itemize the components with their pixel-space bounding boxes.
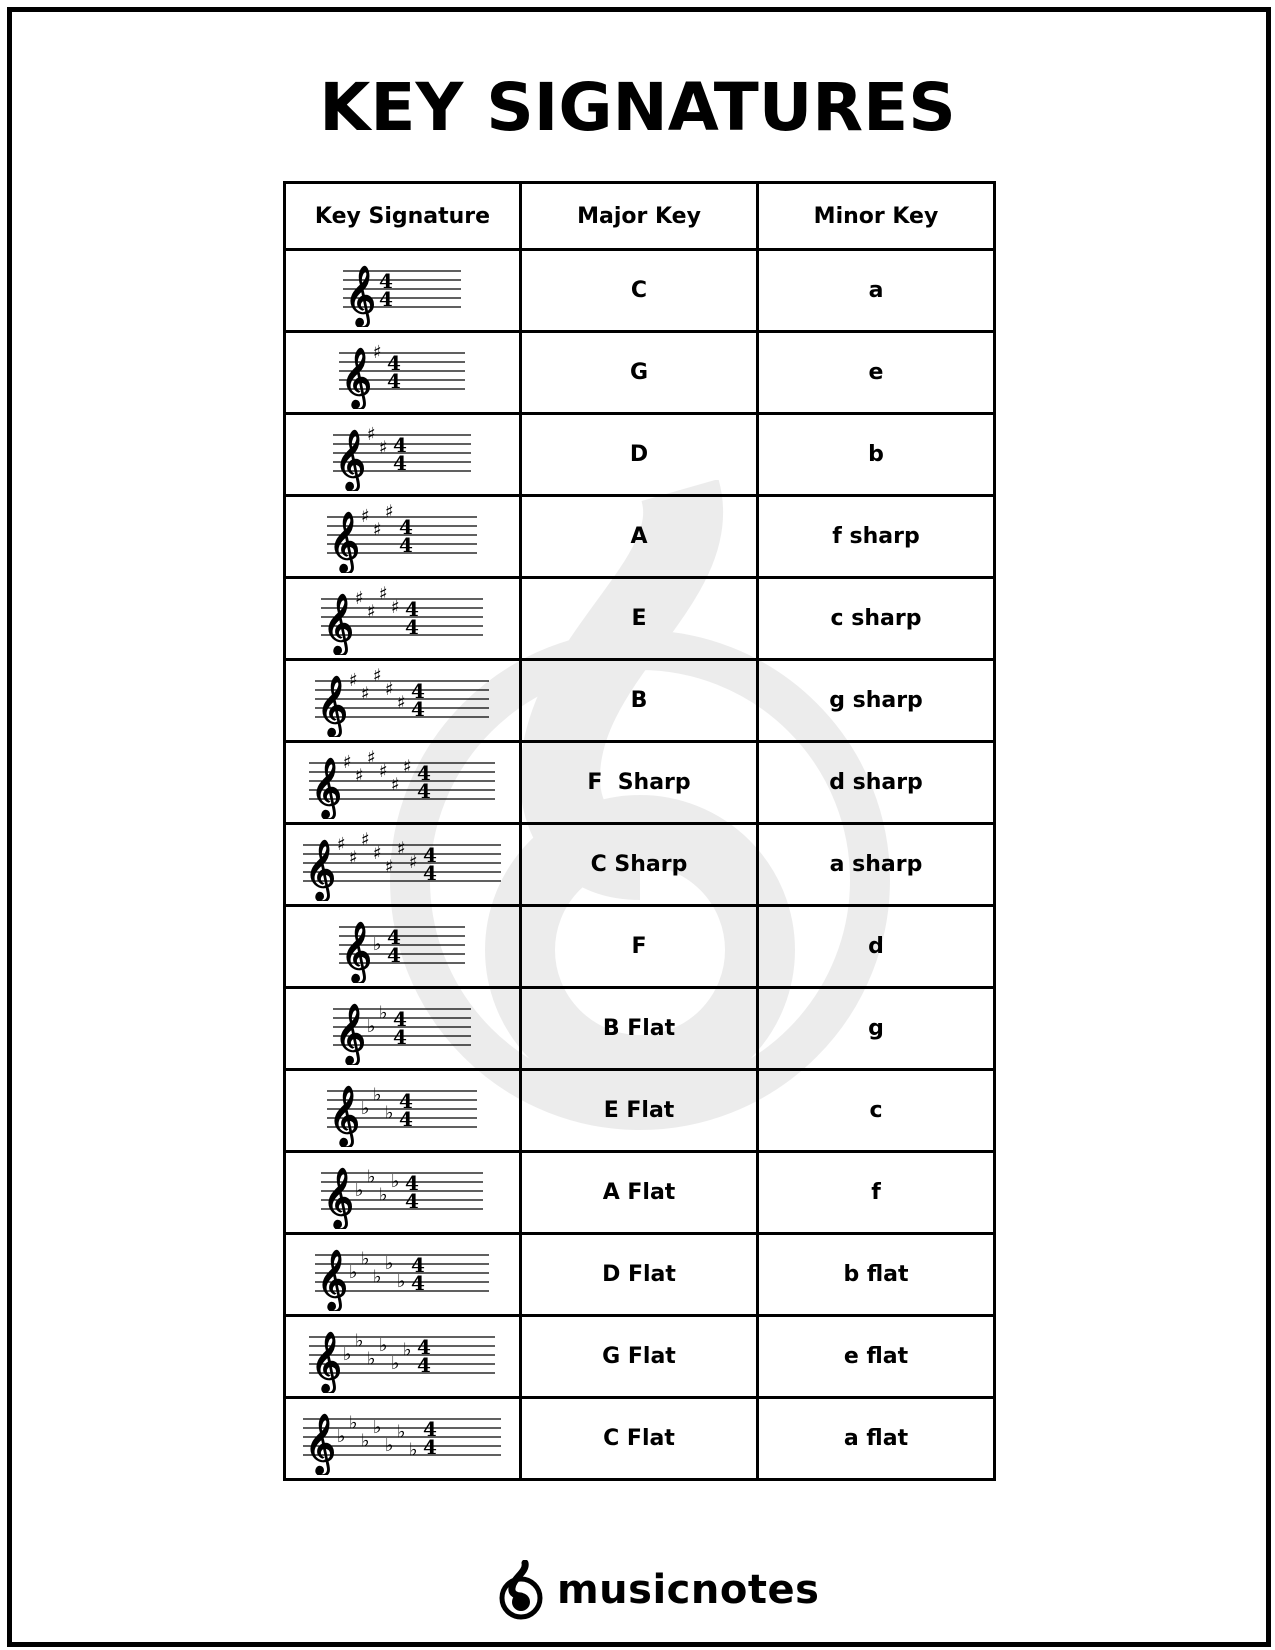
time-signature-top: 4 (398, 1088, 413, 1113)
staff-notation (313, 1239, 493, 1311)
sharp-icon: ♯ (390, 774, 400, 795)
sharp-icon: ♯ (396, 838, 406, 859)
treble-clef-icon: 𝄞 (344, 265, 376, 326)
staff-notation (337, 911, 469, 983)
time-signature-top: 4 (386, 350, 401, 375)
sharp-icon: ♯ (372, 519, 382, 540)
sharp-icon: ♯ (378, 583, 388, 604)
flat-icon: ♭ (360, 1430, 369, 1451)
key-signature-cell (285, 414, 521, 496)
flat-icon: ♭ (342, 1343, 351, 1365)
key-signature-cell (285, 496, 521, 578)
treble-clef-icon: 𝄞 (322, 593, 354, 654)
staff-notation (307, 747, 499, 819)
flat-icon: ♭ (378, 1334, 387, 1356)
flat-icon: ♭ (354, 1330, 363, 1351)
time-signature-top: 4 (404, 596, 419, 621)
table-row (285, 332, 995, 414)
staff-notation (313, 665, 493, 737)
table-row (285, 1398, 995, 1480)
time-signature-top: 4 (386, 924, 401, 949)
sharp-icon: ♯ (402, 756, 412, 777)
time-signature-bottom: 4 (378, 286, 393, 311)
flat-icon: ♭ (372, 1266, 381, 1287)
time-signature-top: 4 (422, 1416, 437, 1441)
sharp-icon: ♯ (372, 341, 382, 363)
header-key-signature: Key Signature (285, 183, 521, 250)
key-signature-cell (285, 1152, 521, 1234)
minor-key-cell: c sharp (758, 578, 995, 660)
time-signature-top: 4 (392, 432, 407, 457)
major-key-cell: G (521, 332, 758, 414)
table-row (285, 414, 995, 496)
flat-icon: ♭ (360, 1097, 369, 1119)
treble-clef-icon: 𝄞 (340, 921, 372, 982)
flat-icon: ♭ (378, 1002, 387, 1023)
sharp-icon: ♯ (384, 678, 394, 700)
flat-icon: ♭ (390, 1170, 399, 1192)
table-header-row (285, 183, 995, 250)
time-signature-top: 4 (416, 1334, 431, 1359)
sharp-icon: ♯ (396, 692, 406, 713)
time-signature-top: 4 (410, 678, 425, 703)
major-key-cell: D (521, 414, 758, 496)
time-signature-bottom: 4 (416, 1352, 431, 1377)
time-signature-bottom: 4 (392, 1024, 407, 1049)
time-signature-bottom: 4 (416, 778, 431, 803)
major-key-cell: A Flat (521, 1152, 758, 1234)
sharp-icon: ♯ (372, 842, 382, 864)
minor-key-cell: a flat (758, 1398, 995, 1480)
staff-notation (341, 255, 465, 327)
treble-clef-icon: 𝄞 (310, 1331, 342, 1392)
key-signature-cell (285, 1234, 521, 1316)
staff-notation (325, 501, 481, 573)
time-signature-bottom: 4 (410, 1270, 425, 1295)
major-key-cell: C Flat (521, 1398, 758, 1480)
flat-icon: ♭ (366, 1166, 375, 1187)
sharp-icon: ♯ (384, 856, 394, 877)
staff-notation (331, 419, 475, 491)
table-row (285, 1316, 995, 1398)
minor-key-cell: e flat (758, 1316, 995, 1398)
minor-key-cell: e (758, 332, 995, 414)
key-signature-cell (285, 1316, 521, 1398)
flat-icon: ♭ (396, 1270, 405, 1292)
table-row (285, 742, 995, 824)
key-signature-cell (285, 906, 521, 988)
sharp-icon: ♯ (366, 747, 376, 768)
brand-logo (497, 1558, 819, 1622)
table-row (285, 578, 995, 660)
treble-clef-icon: 𝄞 (304, 1413, 336, 1474)
key-signature-cell (285, 332, 521, 414)
staff-notation (325, 1075, 481, 1147)
flat-icon: ♭ (378, 1184, 387, 1205)
treble-clef-icon: 𝄞 (316, 675, 348, 736)
treble-clef-icon: 𝄞 (340, 347, 372, 408)
flat-icon: ♭ (372, 1084, 381, 1105)
musicnotes-logo-icon (497, 1560, 545, 1620)
sharp-icon: ♯ (378, 760, 388, 782)
table-row (285, 1070, 995, 1152)
time-signature-bottom: 4 (404, 1188, 419, 1213)
key-signature-cell (285, 742, 521, 824)
table-row (285, 824, 995, 906)
treble-clef-icon: 𝄞 (310, 757, 342, 818)
flat-icon: ♭ (408, 1439, 417, 1460)
sharp-icon: ♯ (342, 751, 352, 773)
flat-icon: ♭ (372, 1416, 381, 1438)
time-signature-top: 4 (392, 1006, 407, 1031)
major-key-cell: E (521, 578, 758, 660)
header-major-key: Major Key (521, 183, 758, 250)
sharp-icon: ♯ (348, 669, 358, 691)
page-title: KEY SIGNATURES (319, 69, 956, 146)
flat-icon: ♭ (396, 1421, 405, 1442)
major-key-cell: C (521, 250, 758, 332)
time-signature-top: 4 (410, 1252, 425, 1277)
sharp-icon: ♯ (366, 423, 376, 445)
treble-clef-icon: 𝄞 (316, 1249, 348, 1310)
sharp-icon: ♯ (354, 587, 364, 609)
key-signature-cell (285, 988, 521, 1070)
minor-key-cell: g (758, 988, 995, 1070)
minor-key-cell: a (758, 250, 995, 332)
table-row (285, 250, 995, 332)
flat-icon: ♭ (402, 1339, 411, 1360)
table-row (285, 496, 995, 578)
time-signature-bottom: 4 (392, 450, 407, 475)
time-signature-top: 4 (422, 842, 437, 867)
treble-clef-icon: 𝄞 (328, 511, 360, 572)
minor-key-cell: a sharp (758, 824, 995, 906)
time-signature-bottom: 4 (410, 696, 425, 721)
flat-icon: ♭ (354, 1179, 363, 1201)
major-key-cell: B (521, 660, 758, 742)
sharp-icon: ♯ (390, 596, 400, 618)
table-row (285, 906, 995, 988)
time-signature-bottom: 4 (422, 860, 437, 885)
staff-notation (307, 1321, 499, 1393)
key-signature-cell (285, 660, 521, 742)
staff-notation (301, 1403, 505, 1475)
sharp-icon: ♯ (384, 501, 394, 522)
minor-key-cell: g sharp (758, 660, 995, 742)
key-signature-table (283, 181, 996, 1481)
time-signature-top: 4 (378, 268, 393, 293)
table-row (285, 988, 995, 1070)
minor-key-cell: d sharp (758, 742, 995, 824)
minor-key-cell: f sharp (758, 496, 995, 578)
treble-clef-icon: 𝄞 (328, 1085, 360, 1146)
minor-key-cell: b (758, 414, 995, 496)
sharp-icon: ♯ (408, 851, 418, 873)
flat-icon: ♭ (360, 1248, 369, 1269)
table-row (285, 660, 995, 742)
minor-key-cell: b flat (758, 1234, 995, 1316)
treble-clef-icon: 𝄞 (304, 839, 336, 900)
flat-icon: ♭ (384, 1252, 393, 1274)
key-signature-cell (285, 824, 521, 906)
time-signature-top: 4 (416, 760, 431, 785)
time-signature-bottom: 4 (422, 1434, 437, 1459)
major-key-cell: A (521, 496, 758, 578)
key-signature-cell (285, 1070, 521, 1152)
flat-icon: ♭ (348, 1261, 357, 1283)
flat-icon: ♭ (366, 1348, 375, 1369)
staff-notation (331, 993, 475, 1065)
major-key-cell: E Flat (521, 1070, 758, 1152)
major-key-cell: G Flat (521, 1316, 758, 1398)
flat-icon: ♭ (384, 1102, 393, 1123)
time-signature-bottom: 4 (386, 942, 401, 967)
time-signature-bottom: 4 (398, 1106, 413, 1131)
sharp-icon: ♯ (354, 765, 364, 786)
staff-notation (301, 829, 505, 901)
sharp-icon: ♯ (360, 505, 370, 527)
sharp-icon: ♯ (336, 833, 346, 855)
flat-icon: ♭ (372, 933, 381, 955)
flat-icon: ♭ (336, 1425, 345, 1447)
sharp-icon: ♯ (360, 829, 370, 850)
minor-key-cell: c (758, 1070, 995, 1152)
minor-key-cell: d (758, 906, 995, 988)
flat-icon: ♭ (366, 1015, 375, 1037)
sharp-icon: ♯ (360, 683, 370, 704)
staff-notation (337, 337, 469, 409)
table-row (285, 1234, 995, 1316)
time-signature-top: 4 (398, 514, 413, 539)
key-signature-cell (285, 578, 521, 660)
treble-clef-icon: 𝄞 (334, 429, 366, 490)
key-signature-cell (285, 1398, 521, 1480)
major-key-cell: D Flat (521, 1234, 758, 1316)
time-signature-bottom: 4 (386, 368, 401, 393)
flat-icon: ♭ (384, 1434, 393, 1456)
staff-notation (319, 1157, 487, 1229)
sharp-icon: ♯ (378, 437, 388, 458)
treble-clef-icon: 𝄞 (334, 1003, 366, 1064)
table-row (285, 1152, 995, 1234)
sharp-icon: ♯ (366, 601, 376, 622)
time-signature-bottom: 4 (398, 532, 413, 557)
major-key-cell: C Sharp (521, 824, 758, 906)
key-signature-cell (285, 250, 521, 332)
minor-key-cell: f (758, 1152, 995, 1234)
major-key-cell: F (521, 906, 758, 988)
sharp-icon: ♯ (348, 847, 358, 868)
staff-notation (319, 583, 487, 655)
treble-clef-icon: 𝄞 (322, 1167, 354, 1228)
sharp-icon: ♯ (372, 665, 382, 686)
flat-icon: ♭ (348, 1412, 357, 1433)
time-signature-top: 4 (404, 1170, 419, 1195)
header-minor-key: Minor Key (758, 183, 995, 250)
major-key-cell: B Flat (521, 988, 758, 1070)
time-signature-bottom: 4 (404, 614, 419, 639)
brand-name: musicnotes (557, 1567, 820, 1613)
major-key-cell: F Sharp (521, 742, 758, 824)
flat-icon: ♭ (390, 1352, 399, 1374)
